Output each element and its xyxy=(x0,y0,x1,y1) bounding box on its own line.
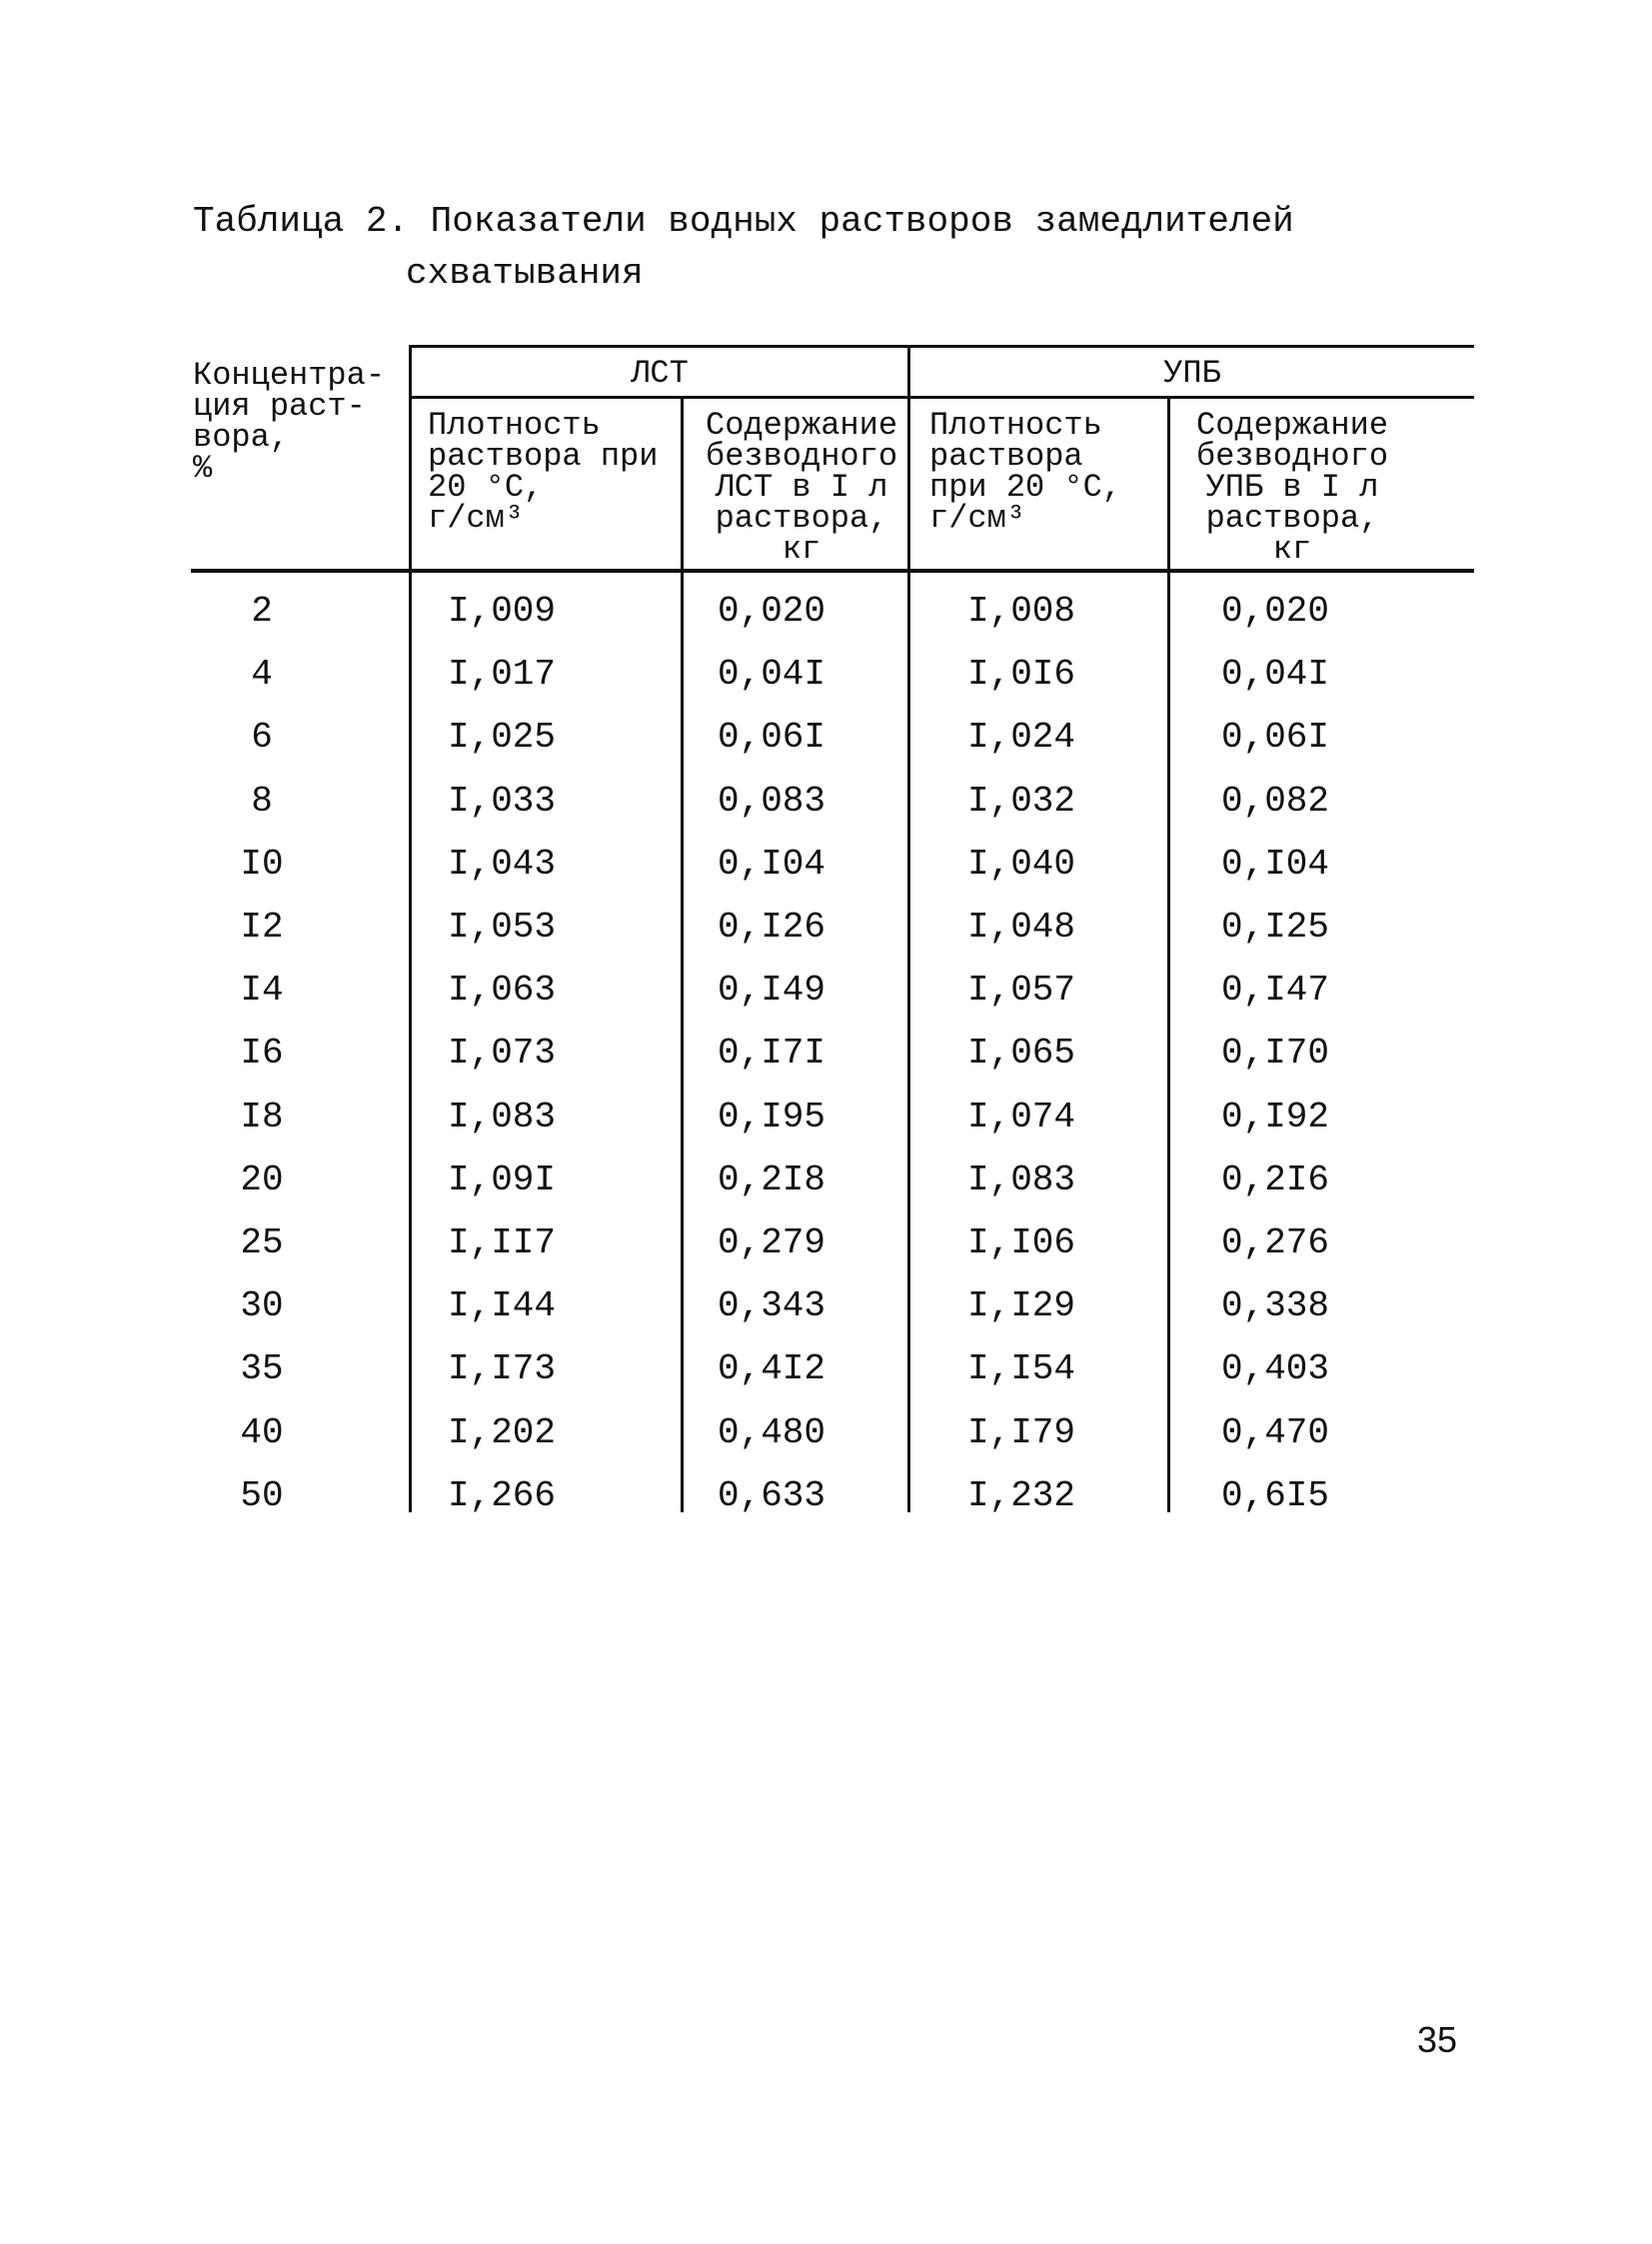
caption-line-1: Таблица 2. Показатели водных растворов замедлителей xyxy=(193,201,1294,242)
cell-concentration: 50 xyxy=(240,1475,284,1516)
cell-lst-content: 0,2I8 xyxy=(718,1159,826,1200)
cell-lst-content: 0,4I2 xyxy=(718,1348,826,1389)
cell-upb-content: 0,470 xyxy=(1221,1412,1330,1453)
cell-upb-density: I,I06 xyxy=(967,1222,1076,1263)
cell-upb-content: 0,I04 xyxy=(1221,844,1330,885)
cell-lst-density: I,025 xyxy=(448,717,557,758)
cell-upb-content: 0,I25 xyxy=(1221,907,1330,948)
cell-upb-density: I,008 xyxy=(967,591,1076,632)
cell-concentration: 30 xyxy=(240,1285,284,1326)
group-sub-rule xyxy=(410,396,1474,399)
cell-upb-density: I,032 xyxy=(967,781,1076,822)
cell-upb-density: I,065 xyxy=(967,1033,1076,1074)
cell-upb-content: 0,2I6 xyxy=(1221,1159,1330,1200)
cell-lst-density: I,009 xyxy=(448,591,557,632)
cell-lst-density: I,073 xyxy=(448,1033,557,1074)
cell-lst-density: I,083 xyxy=(448,1097,557,1137)
cell-concentration: 6 xyxy=(251,717,273,758)
cell-lst-content: 0,04I xyxy=(718,654,826,695)
page-number: 35 xyxy=(1417,2019,1458,2060)
cell-lst-content: 0,343 xyxy=(718,1285,826,1326)
header-bottom-rule xyxy=(191,569,1474,573)
cell-concentration: 2 xyxy=(251,591,273,632)
cell-upb-content: 0,276 xyxy=(1221,1222,1330,1263)
header-upb-density: Плотность раствора при 20 °C, г/см³ xyxy=(929,407,1122,537)
cell-lst-density: I,033 xyxy=(448,781,557,822)
cell-lst-content: 0,I7I xyxy=(718,1033,826,1074)
cell-lst-content: 0,I95 xyxy=(718,1097,826,1137)
cell-lst-density: I,266 xyxy=(448,1475,557,1516)
table-caption xyxy=(193,196,1294,300)
cell-upb-content: 0,I47 xyxy=(1221,970,1330,1011)
cell-upb-density: I,074 xyxy=(967,1097,1076,1137)
cell-upb-content: 0,338 xyxy=(1221,1285,1330,1326)
cell-upb-content: 0,020 xyxy=(1221,591,1330,632)
cell-upb-content: 0,082 xyxy=(1221,781,1330,822)
header-lst-content: Содержание безводного ЛСТ в I л раствора, кг xyxy=(705,407,898,568)
cell-upb-density: I,083 xyxy=(967,1159,1076,1200)
col-divider-2 xyxy=(681,396,684,1512)
cell-concentration: I0 xyxy=(240,844,284,885)
cell-concentration: I8 xyxy=(240,1097,284,1137)
cell-upb-content: 0,403 xyxy=(1221,1348,1330,1389)
cell-concentration: I2 xyxy=(240,907,284,948)
cell-upb-density: I,I54 xyxy=(967,1348,1076,1389)
cell-concentration: I4 xyxy=(240,970,284,1011)
cell-upb-density: I,024 xyxy=(967,717,1076,758)
cell-lst-content: 0,I04 xyxy=(718,844,826,885)
cell-concentration: 4 xyxy=(251,654,273,695)
cell-lst-density: I,063 xyxy=(448,970,557,1011)
cell-upb-density: I,0I6 xyxy=(967,654,1076,695)
caption-line-2: схватывания xyxy=(406,253,644,294)
cell-lst-content: 0,06I xyxy=(718,717,826,758)
cell-upb-content: 0,06I xyxy=(1221,717,1330,758)
cell-upb-content: 0,04I xyxy=(1221,654,1330,695)
cell-upb-density: I,040 xyxy=(967,844,1076,885)
cell-upb-density: I,I79 xyxy=(967,1412,1076,1453)
cell-upb-density: I,232 xyxy=(967,1475,1076,1516)
col-divider-1 xyxy=(409,345,412,1512)
cell-upb-content: 0,I92 xyxy=(1221,1097,1330,1137)
cell-lst-density: I,053 xyxy=(448,907,557,948)
cell-concentration: 20 xyxy=(240,1159,284,1200)
cell-concentration: 8 xyxy=(251,781,273,822)
cell-upb-density: I,I29 xyxy=(967,1285,1076,1326)
cell-lst-density: I,I73 xyxy=(448,1348,557,1389)
header-concentration: Концентра- ция раст- вора, % xyxy=(193,357,386,487)
cell-upb-density: I,048 xyxy=(967,907,1076,948)
cell-lst-content: 0,279 xyxy=(718,1222,826,1263)
cell-concentration: 35 xyxy=(240,1348,284,1389)
cell-upb-content: 0,I70 xyxy=(1221,1033,1330,1074)
cell-upb-content: 0,6I5 xyxy=(1221,1475,1330,1516)
cell-lst-content: 0,083 xyxy=(718,781,826,822)
cell-lst-content: 0,633 xyxy=(718,1475,826,1516)
cell-lst-content: 0,020 xyxy=(718,591,826,632)
cell-upb-density: I,057 xyxy=(967,970,1076,1011)
cell-lst-density: I,043 xyxy=(448,844,557,885)
cell-concentration: I6 xyxy=(240,1033,284,1074)
cell-lst-density: I,202 xyxy=(448,1412,557,1453)
group-header-upb: УПБ xyxy=(1163,355,1221,392)
cell-lst-density: I,09I xyxy=(448,1159,557,1200)
group-header-lst: ЛСТ xyxy=(631,355,689,392)
header-top-rule xyxy=(410,345,1474,348)
cell-concentration: 40 xyxy=(240,1412,284,1453)
cell-lst-density: I,II7 xyxy=(448,1222,557,1263)
cell-lst-density: I,I44 xyxy=(448,1285,557,1326)
col-divider-3 xyxy=(907,345,910,1512)
header-upb-content: Содержание безводного УПБ в I л раствора, кг xyxy=(1195,407,1389,568)
header-lst-density: Плотность раствора при 20 °C, г/см³ xyxy=(428,407,659,537)
cell-lst-content: 0,I49 xyxy=(718,970,826,1011)
cell-lst-density: I,017 xyxy=(448,654,557,695)
cell-lst-content: 0,I26 xyxy=(718,907,826,948)
cell-lst-content: 0,480 xyxy=(718,1412,826,1453)
cell-concentration: 25 xyxy=(240,1222,284,1263)
col-divider-4 xyxy=(1167,396,1170,1512)
